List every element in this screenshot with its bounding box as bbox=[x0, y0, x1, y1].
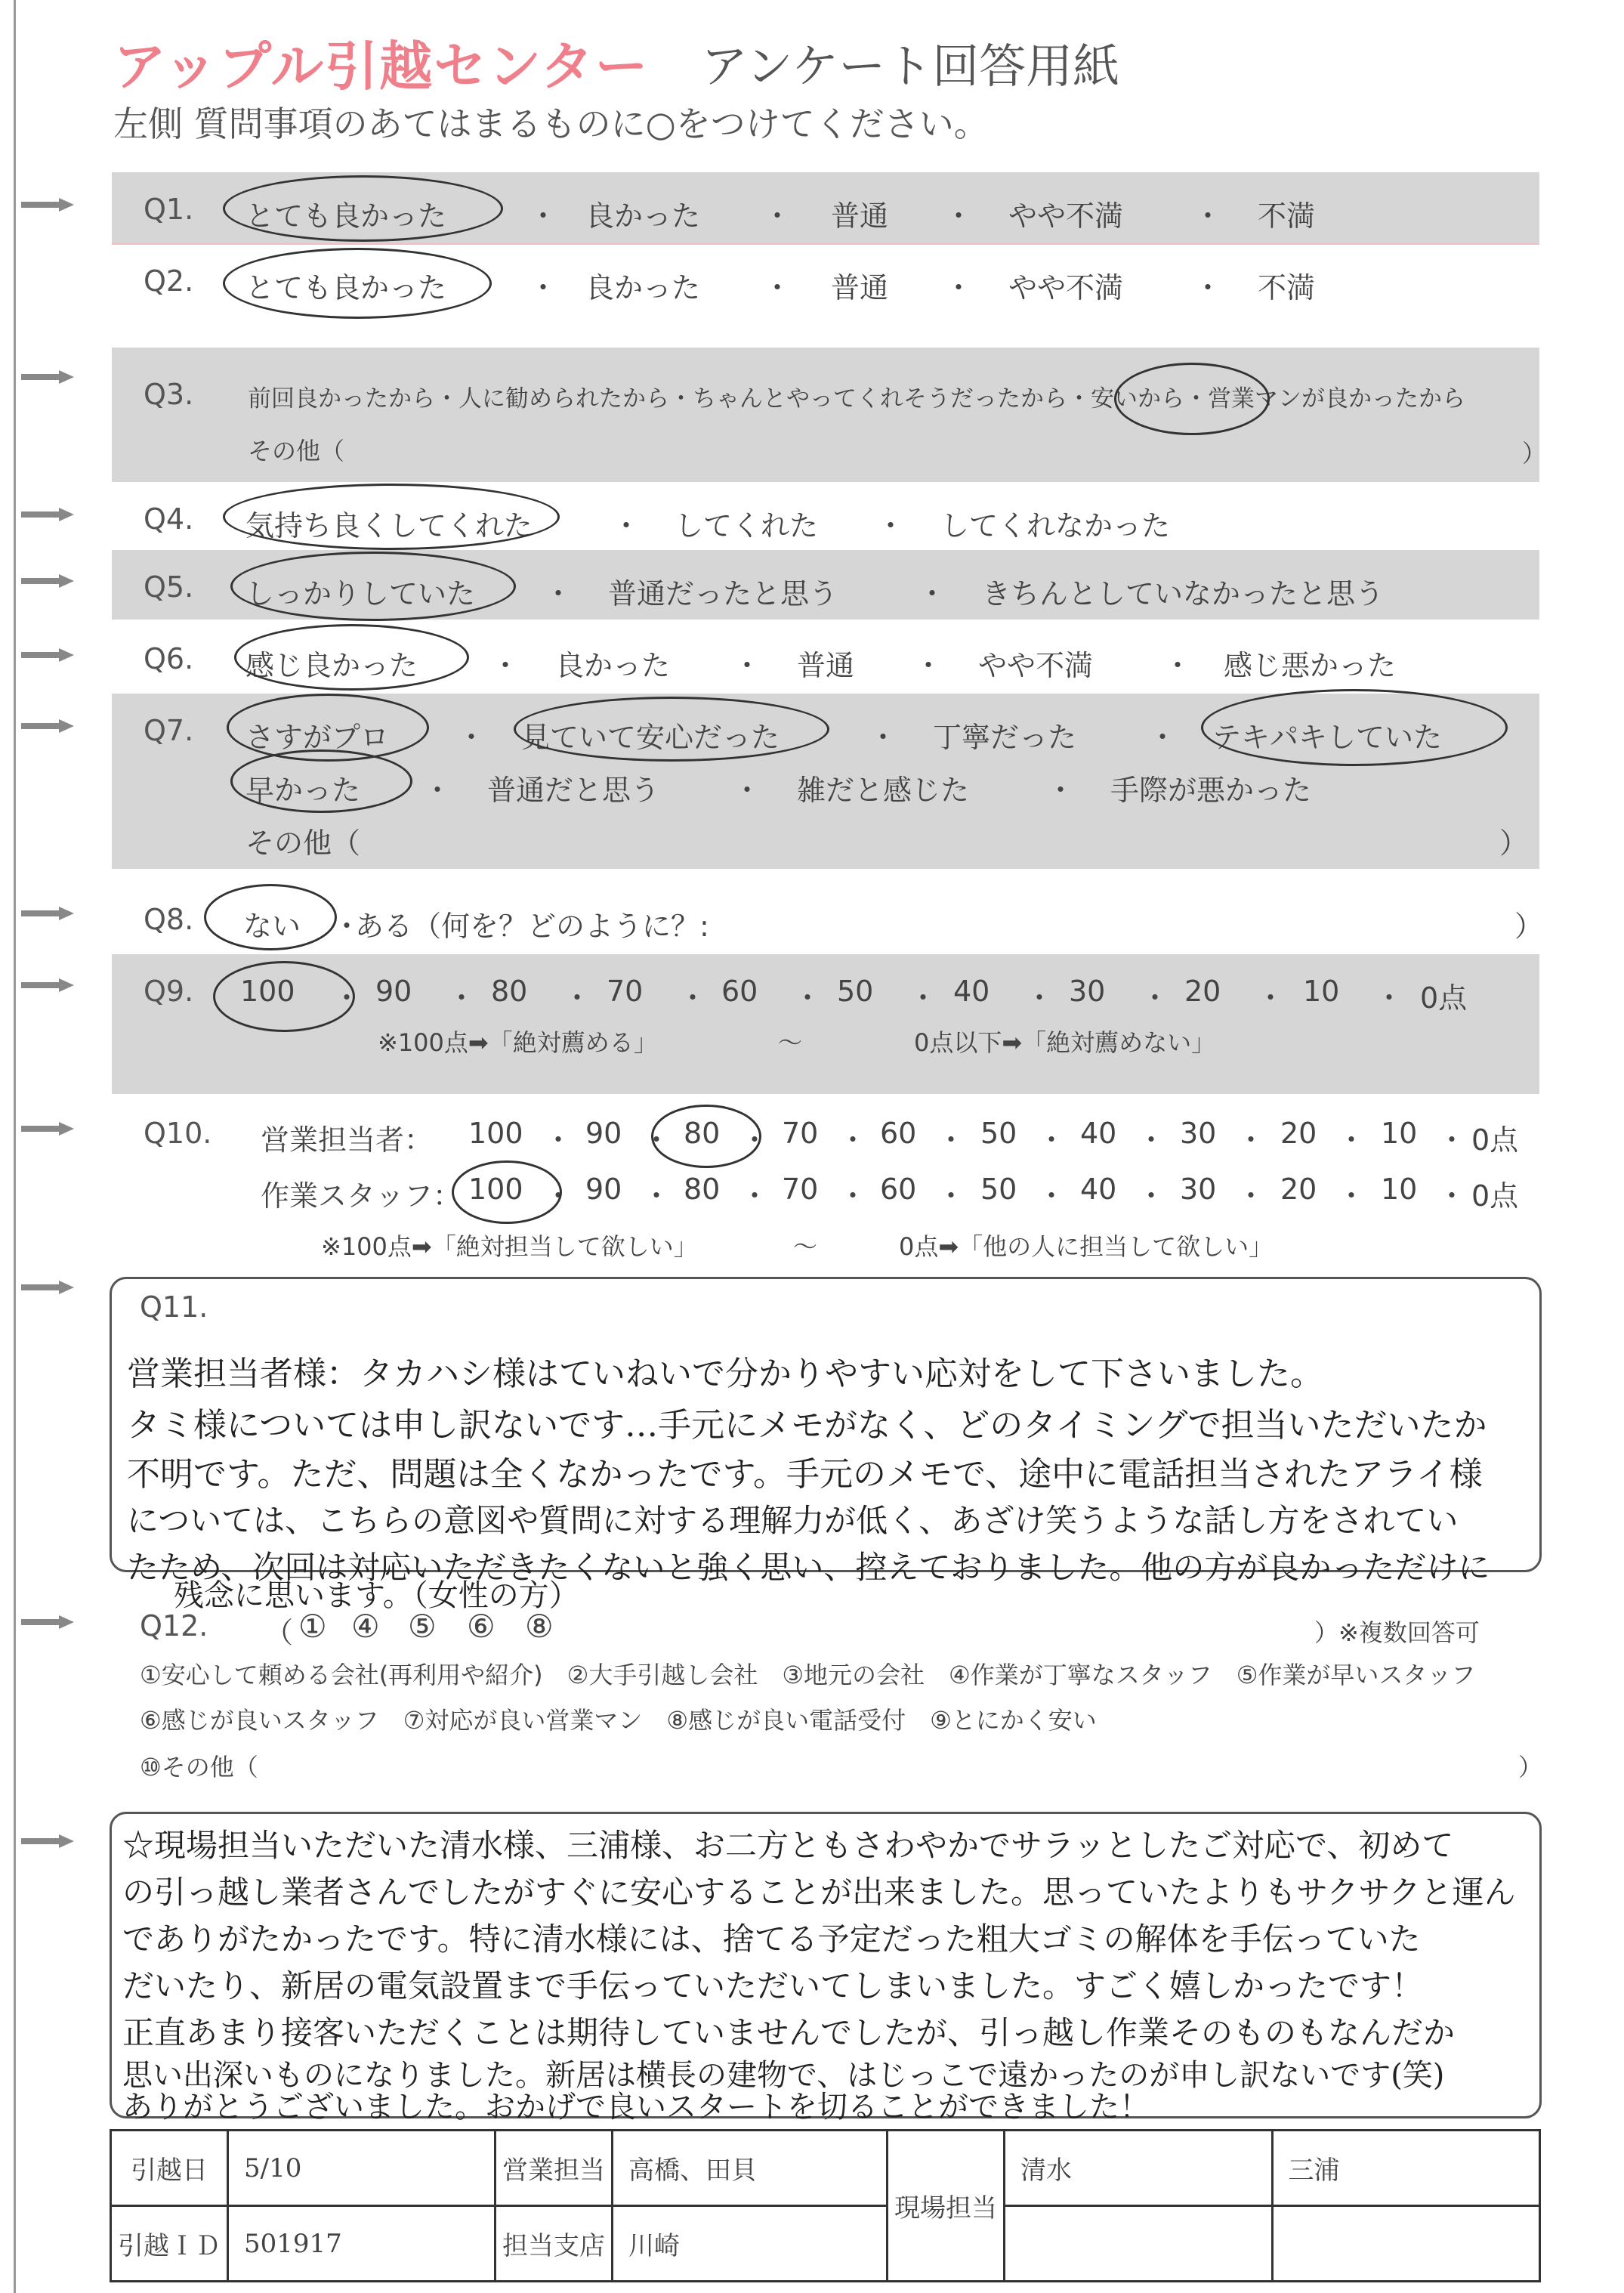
q10-staff-opt[interactable]: 0点 bbox=[1471, 1179, 1519, 1213]
q1-opt-1[interactable]: とても良かった bbox=[245, 199, 447, 233]
q12-answer: ④ bbox=[351, 1608, 380, 1645]
answer-circle bbox=[230, 749, 412, 813]
q9-opt[interactable]: 30 bbox=[1069, 975, 1106, 1008]
arrow-icon bbox=[21, 1615, 74, 1629]
q9-note-left: ※100点➡「絶対薦める」 bbox=[378, 1028, 658, 1057]
q2-opt-5[interactable]: 不満 bbox=[1258, 271, 1316, 304]
move-id: 501917 bbox=[228, 2206, 496, 2282]
q10-staff-opt[interactable]: 10 bbox=[1381, 1173, 1418, 1206]
q9-opt[interactable]: 60 bbox=[721, 975, 758, 1008]
q7-opt-7[interactable]: 雑だと感じた bbox=[797, 774, 970, 807]
q10-staff-opt[interactable]: 90 bbox=[585, 1173, 622, 1206]
comment-line: 思い出深いものになりました。新居は横長の建物で、はじっこで遠かったのが申し訳ないです(笑) bbox=[122, 2058, 1445, 2093]
arrow-icon bbox=[21, 198, 74, 212]
q9-opt[interactable]: 50 bbox=[837, 975, 874, 1008]
site-staff-empty bbox=[1272, 2206, 1540, 2282]
q12-answer: ① bbox=[298, 1608, 327, 1645]
arrow-icon bbox=[21, 907, 74, 920]
q11-line: 不明です。ただ、問題は全くなかったです。手元のメモで、途中に電話担当されたアライ様 bbox=[127, 1455, 1483, 1494]
q7-label: Q7. bbox=[144, 714, 194, 747]
arrow-icon bbox=[21, 648, 74, 662]
answer-circle bbox=[1201, 689, 1508, 766]
q6-opt-1[interactable]: 感じ良かった bbox=[245, 649, 418, 682]
brand-title: アップル引越センター bbox=[113, 36, 650, 97]
q7-opt-1[interactable]: さすがプロ bbox=[245, 721, 390, 754]
q2-opt-4[interactable]: やや不満 bbox=[1008, 271, 1124, 304]
q10-tilde: 〜 bbox=[793, 1232, 818, 1261]
sales-rep: 高橋、田貝 bbox=[613, 2131, 888, 2206]
q10-sales-opt[interactable]: 60 bbox=[880, 1117, 917, 1150]
comment-line: だいたり、新居の電気設置まで手伝っていただいてしまいました。すごく嬉しかったです！ bbox=[122, 1967, 1424, 2004]
q10-staff-opt[interactable]: 80 bbox=[684, 1173, 721, 1206]
q7-other[interactable]: その他（ bbox=[245, 827, 361, 860]
q1-label: Q1. bbox=[144, 193, 194, 226]
branch-label: 担当支店 bbox=[496, 2206, 613, 2282]
form-title: アンケート回答用紙 bbox=[701, 39, 1120, 94]
q3-options[interactable]: 前回良かったから・人に勧められたから・ちゃんとやってくれそうだったから・安いから・営業マンが良かったから bbox=[248, 385, 1465, 413]
answer-circle bbox=[234, 624, 469, 691]
q9-opt[interactable]: 0点 bbox=[1420, 981, 1468, 1015]
q12-label: Q12. bbox=[140, 1609, 208, 1642]
q8-close: ） bbox=[1514, 910, 1544, 943]
q4-opt-2[interactable]: してくれた bbox=[675, 509, 819, 542]
arrow-icon bbox=[21, 978, 74, 992]
q12-answer: ⑧ bbox=[525, 1608, 554, 1645]
q7-opt-3[interactable]: 丁寧だった bbox=[933, 721, 1077, 754]
q11-line: 営業担当者様：タカハシ様はていねいで分かりやすい応対をして下さいました。 bbox=[127, 1355, 1323, 1393]
answer-circle bbox=[230, 552, 516, 621]
move-id-label: 引越ＩＤ bbox=[111, 2206, 228, 2282]
q10-staff-opt[interactable]: 20 bbox=[1280, 1173, 1317, 1206]
move-date-label: 引越日 bbox=[111, 2131, 228, 2206]
q11-label: Q11. bbox=[140, 1290, 208, 1324]
q9-opt[interactable]: 20 bbox=[1184, 975, 1221, 1008]
answer-circle bbox=[223, 248, 492, 319]
q10-sales-opt[interactable]: 100 bbox=[468, 1117, 523, 1150]
q12-choices-row2: ⑥感じが良いスタッフ ⑦対応が良い営業マン ⑧感じが良い電話受付 ⑨とにかく安い bbox=[140, 1706, 1097, 1735]
q8-label: Q8. bbox=[144, 903, 194, 936]
q10-staff-opt[interactable]: 100 bbox=[468, 1173, 523, 1206]
site-staff-empty bbox=[1005, 2206, 1273, 2282]
answer-circle bbox=[452, 1160, 562, 1224]
site-staff-1: 清水 bbox=[1005, 2131, 1273, 2206]
q12-other[interactable]: ⑩その他（ bbox=[140, 1753, 258, 1782]
q4-label: Q4. bbox=[144, 502, 194, 536]
q10-sales-opt[interactable]: 20 bbox=[1280, 1117, 1317, 1150]
arrow-icon bbox=[21, 1834, 74, 1848]
q8-none[interactable]: ない bbox=[243, 910, 301, 943]
q5-label: Q5. bbox=[144, 570, 194, 604]
answer-circle bbox=[213, 961, 355, 1032]
q10-sales-opt[interactable]: 70 bbox=[782, 1117, 819, 1150]
q10-staff-opt[interactable]: 50 bbox=[980, 1173, 1017, 1206]
q9-note-right: 0点以下➡「絶対薦めない」 bbox=[914, 1028, 1216, 1057]
comment-line: ありがとうございました。おかげで良いスタートを切ることができました！ bbox=[122, 2090, 1150, 2125]
arrow-icon bbox=[21, 1281, 74, 1294]
q1-opt-5[interactable]: 不満 bbox=[1258, 199, 1316, 233]
q10-note-right: 0点➡「他の人に担当して欲しい」 bbox=[899, 1232, 1274, 1261]
q6-opt-4[interactable]: やや不満 bbox=[978, 649, 1094, 682]
q11-line: たため、次回は対応いただきたくないと強く思い、控えておりました。他の方が良かっただけに bbox=[127, 1549, 1490, 1586]
comment-line: ☆現場担当いただいた清水様、三浦様、お二方ともさわやかでサラッとしたご対応で、初めて bbox=[122, 1827, 1454, 1864]
q12-note: ）※複数回答可 bbox=[1314, 1618, 1480, 1647]
q12-answer: ⑤ bbox=[408, 1608, 437, 1645]
q10-sales-opt[interactable]: 0点 bbox=[1471, 1123, 1519, 1157]
comment-line: の引っ越し業者さんでしたがすぐに安心することが出来ました。思っていたよりもサクサクと運ん bbox=[122, 1874, 1516, 1911]
q4-opt-1[interactable]: 気持ち良くしてくれた bbox=[245, 509, 533, 542]
site-staff-2: 三浦 bbox=[1272, 2131, 1540, 2206]
q10-note-left: ※100点➡「絶対担当して欲しい」 bbox=[321, 1232, 698, 1261]
answer-circle bbox=[223, 484, 560, 550]
answer-circle bbox=[223, 175, 503, 242]
q7-opt-2[interactable]: 見ていて安心だった bbox=[521, 721, 780, 754]
q12-open-paren: （ bbox=[264, 1616, 294, 1649]
q2-opt-1[interactable]: とても良かった bbox=[245, 271, 447, 304]
q4-opt-3[interactable]: してくれなかった bbox=[940, 509, 1171, 542]
q3-other[interactable]: その他（ bbox=[248, 437, 345, 465]
q3-label: Q3. bbox=[144, 378, 194, 411]
q7-opt-8[interactable]: 手際が悪かった bbox=[1110, 774, 1312, 807]
q1-opt-2[interactable]: 良かった bbox=[585, 199, 701, 233]
q9-opt[interactable]: 40 bbox=[953, 975, 990, 1008]
q9-opt[interactable]: 90 bbox=[375, 975, 412, 1008]
q10-sales-opt[interactable]: 10 bbox=[1381, 1117, 1418, 1150]
arrow-icon bbox=[21, 719, 74, 733]
q9-opt[interactable]: 100 bbox=[240, 975, 295, 1008]
q5-opt-2[interactable]: 普通だったと思う bbox=[608, 577, 838, 610]
q6-opt-5[interactable]: 感じ悪かった bbox=[1224, 649, 1397, 682]
sales-label: 営業担当 bbox=[496, 2131, 613, 2206]
move-date: 5/10 bbox=[228, 2131, 496, 2206]
q10-staff-label: 作業スタッフ： bbox=[261, 1179, 462, 1213]
q7-close: ） bbox=[1499, 827, 1529, 860]
q9-tilde: 〜 bbox=[778, 1028, 803, 1057]
q12-answer: ⑥ bbox=[467, 1608, 496, 1645]
q1-opt-3[interactable]: 普通 bbox=[831, 199, 889, 233]
arrow-icon bbox=[21, 370, 74, 384]
q10-sales-opt[interactable]: 50 bbox=[980, 1117, 1017, 1150]
q6-opt-3[interactable]: 普通 bbox=[797, 649, 855, 682]
q2-opt-3[interactable]: 普通 bbox=[831, 271, 889, 304]
arrow-icon bbox=[21, 1122, 74, 1136]
q11-line: 残念に思います。（女性の方） bbox=[174, 1578, 579, 1613]
q1-opt-4[interactable]: やや不満 bbox=[1008, 199, 1124, 233]
instruction: 左側 質問事項のあてはまるものに○をつけてください。 bbox=[113, 104, 989, 144]
q9-opt[interactable]: 10 bbox=[1303, 975, 1340, 1008]
answer-circle bbox=[1114, 363, 1270, 435]
comment-line: 正直あまり接客いただくことは期待していませんでしたが、引っ越し作業そのものもなんだか bbox=[122, 2014, 1456, 2051]
q10-sales-opt[interactable]: 30 bbox=[1180, 1117, 1217, 1150]
q11-line: タミ様については申し訳ないです…手元にメモがなく、どのタイミングで担当いただいたか bbox=[127, 1406, 1487, 1445]
q3-close: ） bbox=[1522, 439, 1547, 468]
q10-staff-opt[interactable]: 40 bbox=[1080, 1173, 1117, 1206]
site-label: 現場担当 bbox=[888, 2131, 1005, 2282]
q6-opt-2[interactable]: 良かった bbox=[555, 649, 671, 682]
q10-sales-opt[interactable]: 40 bbox=[1080, 1117, 1117, 1150]
q10-sales-opt[interactable]: 90 bbox=[585, 1117, 622, 1150]
q5-opt-3[interactable]: きちんとしていなかったと思う bbox=[982, 577, 1385, 610]
q9-label: Q9. bbox=[144, 975, 194, 1008]
q10-sales-opt[interactable]: 80 bbox=[684, 1117, 721, 1150]
q9-opt[interactable]: 70 bbox=[607, 975, 644, 1008]
q7-opt-5[interactable]: 早かった bbox=[245, 774, 361, 807]
q8-some[interactable]: ある（何を？どのように？: bbox=[355, 910, 709, 943]
q9-opt[interactable]: 80 bbox=[491, 975, 528, 1008]
arrow-icon bbox=[21, 574, 74, 588]
q5-opt-1[interactable]: しっかりしていた bbox=[245, 577, 476, 610]
q7-opt-4[interactable]: テキパキしていた bbox=[1212, 721, 1443, 754]
q12-choices-row1: ①安心して頼める会社(再利用や紹介) ②大手引越し会社 ③地元の会社 ④作業が丁寧なスタッフ ⑤作業が早いスタッフ bbox=[140, 1661, 1476, 1689]
arrow-icon bbox=[21, 508, 74, 521]
branch: 川崎 bbox=[613, 2206, 888, 2282]
q2-opt-2[interactable]: 良かった bbox=[585, 271, 701, 304]
answer-circle bbox=[651, 1105, 761, 1168]
footer-table bbox=[110, 2129, 1541, 2282]
q7-opt-6[interactable]: 普通だと思う bbox=[487, 774, 660, 807]
q12-close: ） bbox=[1518, 1753, 1543, 1782]
divider bbox=[112, 243, 1539, 245]
answer-circle bbox=[514, 697, 829, 762]
q2-label: Q2. bbox=[144, 264, 194, 298]
q11-line: については、こちらの意図や質問に対する理解力が低く、あざけ笑うような話し方をされてい bbox=[127, 1502, 1459, 1539]
q10-sales-label: 営業担当者： bbox=[261, 1123, 434, 1157]
q10-staff-opt[interactable]: 30 bbox=[1180, 1173, 1217, 1206]
q1-row bbox=[144, 193, 193, 226]
binding-line bbox=[14, 0, 16, 2293]
answer-circle bbox=[204, 884, 337, 950]
comment-line: でありがたかったです。特に清水様には、捨てる予定だった粗大ゴミの解体を手伝っていた bbox=[122, 1921, 1421, 1958]
q10-label: Q10. bbox=[144, 1117, 212, 1150]
q6-label: Q6. bbox=[144, 642, 194, 675]
q10-staff-opt[interactable]: 70 bbox=[782, 1173, 819, 1206]
q10-staff-opt[interactable]: 60 bbox=[880, 1173, 917, 1206]
